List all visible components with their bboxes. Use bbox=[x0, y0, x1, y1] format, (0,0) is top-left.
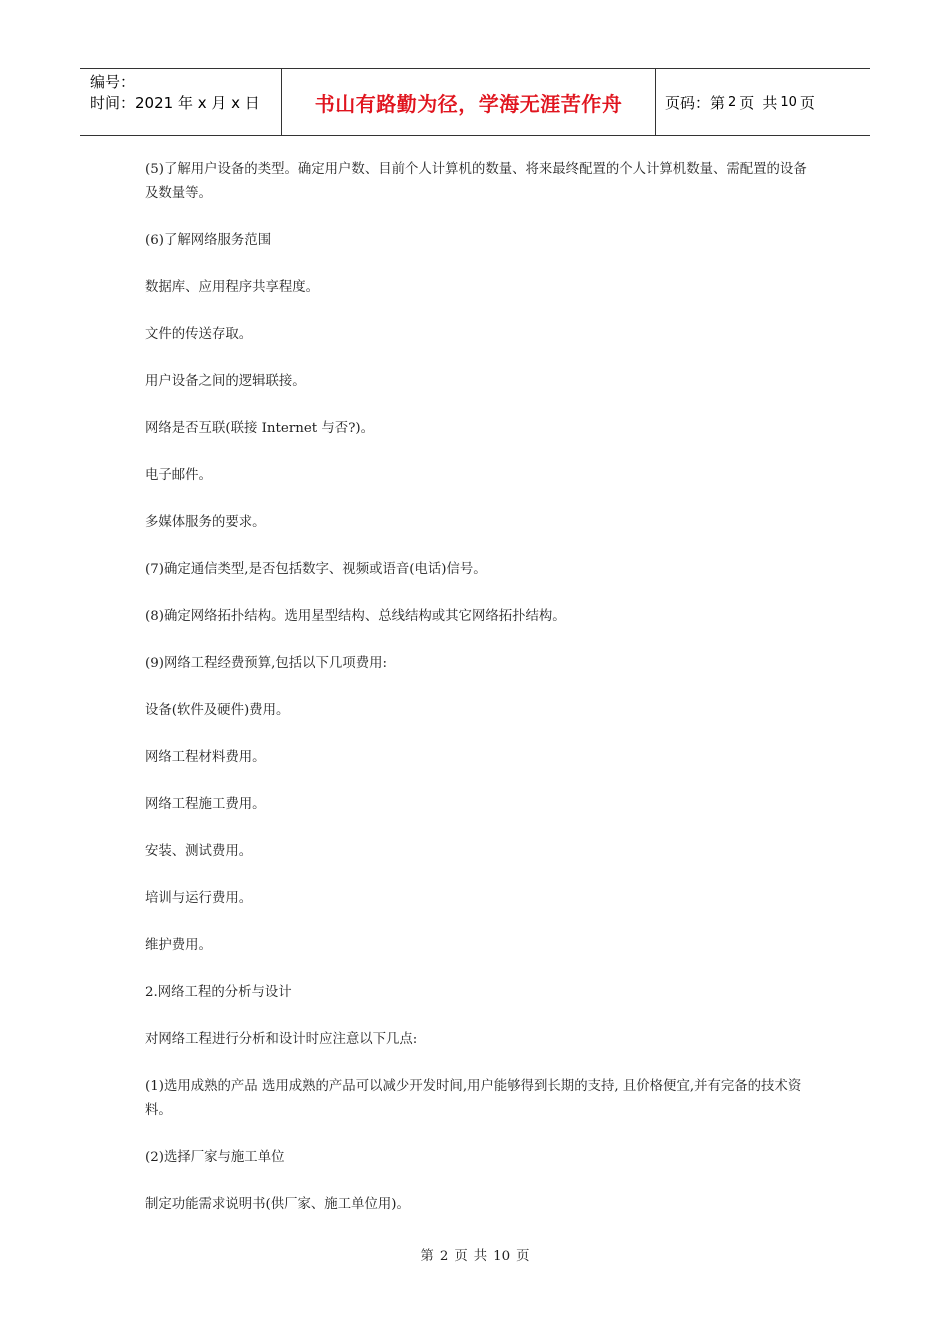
paragraph: 设备(软件及硬件)费用。 bbox=[145, 703, 290, 718]
footer-suffix: 页 bbox=[516, 1249, 530, 1264]
paragraph: 网络工程材料费用。 bbox=[145, 750, 266, 765]
footer-current-page: 2 bbox=[439, 1249, 449, 1264]
header-info-cell bbox=[80, 69, 282, 135]
time-value: 2021 年 x 月 x 日 bbox=[135, 94, 260, 112]
paragraph: (1)选用成熟的产品 选用成熟的产品可以减少开发时间,用户能够得到长期的支持, 且价格便宜,并有完备的技术资料。 bbox=[145, 1079, 802, 1118]
time-line bbox=[90, 93, 281, 114]
time-label: 时间： bbox=[90, 94, 136, 112]
page-current: 2 bbox=[728, 94, 737, 110]
paragraph: 文件的传送存取。 bbox=[145, 327, 253, 342]
paragraph: 网络是否互联(联接 Internet 与否?)。 bbox=[145, 421, 374, 436]
paragraph: (9)网络工程经费预算,包括以下几项费用: bbox=[145, 656, 387, 671]
paragraph: 安装、测试费用。 bbox=[145, 844, 253, 859]
header-motto: 书山有路勤为径，学海无涯苦作舟 bbox=[282, 69, 656, 135]
header-page-info bbox=[656, 69, 870, 135]
section-heading: 2.网络工程的分析与设计 bbox=[145, 985, 292, 1000]
page-total: 10 bbox=[780, 94, 797, 110]
page-unit: 页 bbox=[739, 93, 755, 112]
page-footer bbox=[0, 1245, 950, 1264]
paragraph: 用户设备之间的逻辑联接。 bbox=[145, 374, 306, 389]
paragraph: 数据库、应用程序共享程度。 bbox=[145, 280, 320, 295]
footer-total-pages: 10 bbox=[493, 1249, 511, 1264]
paragraph: (2)选择厂家与施工单位 bbox=[145, 1150, 285, 1165]
paragraph: 对网络工程进行分析和设计时应注意以下几点: bbox=[145, 1032, 418, 1047]
document-body bbox=[145, 158, 810, 1240]
paragraph: (8)确定网络拓扑结构。选用星型结构、总线结构或其它网络拓扑结构。 bbox=[145, 609, 566, 624]
page-total-label: 共 bbox=[762, 93, 778, 112]
footer-page-unit: 页 bbox=[454, 1249, 468, 1264]
footer-prefix: 第 bbox=[420, 1249, 434, 1264]
footer-total-label: 共 bbox=[473, 1249, 488, 1264]
number-label: 编号： bbox=[90, 73, 136, 91]
page-header bbox=[80, 68, 870, 136]
paragraph: 培训与运行费用。 bbox=[145, 891, 253, 906]
page-label: 页码：第 bbox=[665, 93, 726, 112]
paragraph: 多媒体服务的要求。 bbox=[145, 515, 266, 530]
paragraph: (6)了解网络服务范围 bbox=[145, 233, 272, 248]
paragraph: 制定功能需求说明书(供厂家、施工单位用)。 bbox=[145, 1197, 410, 1212]
paragraph: 网络工程施工费用。 bbox=[145, 797, 266, 812]
paragraph: (7)确定通信类型,是否包括数字、视频或语音(电话)信号。 bbox=[145, 562, 487, 577]
paragraph: (5)了解用户设备的类型。确定用户数、目前个人计算机的数量、将来最终配置的个人计算机数量、需配置的设备及数量等。 bbox=[145, 162, 807, 201]
paragraph: 电子邮件。 bbox=[145, 468, 212, 483]
page-total-unit: 页 bbox=[799, 93, 815, 112]
paragraph: 维护费用。 bbox=[145, 938, 212, 953]
